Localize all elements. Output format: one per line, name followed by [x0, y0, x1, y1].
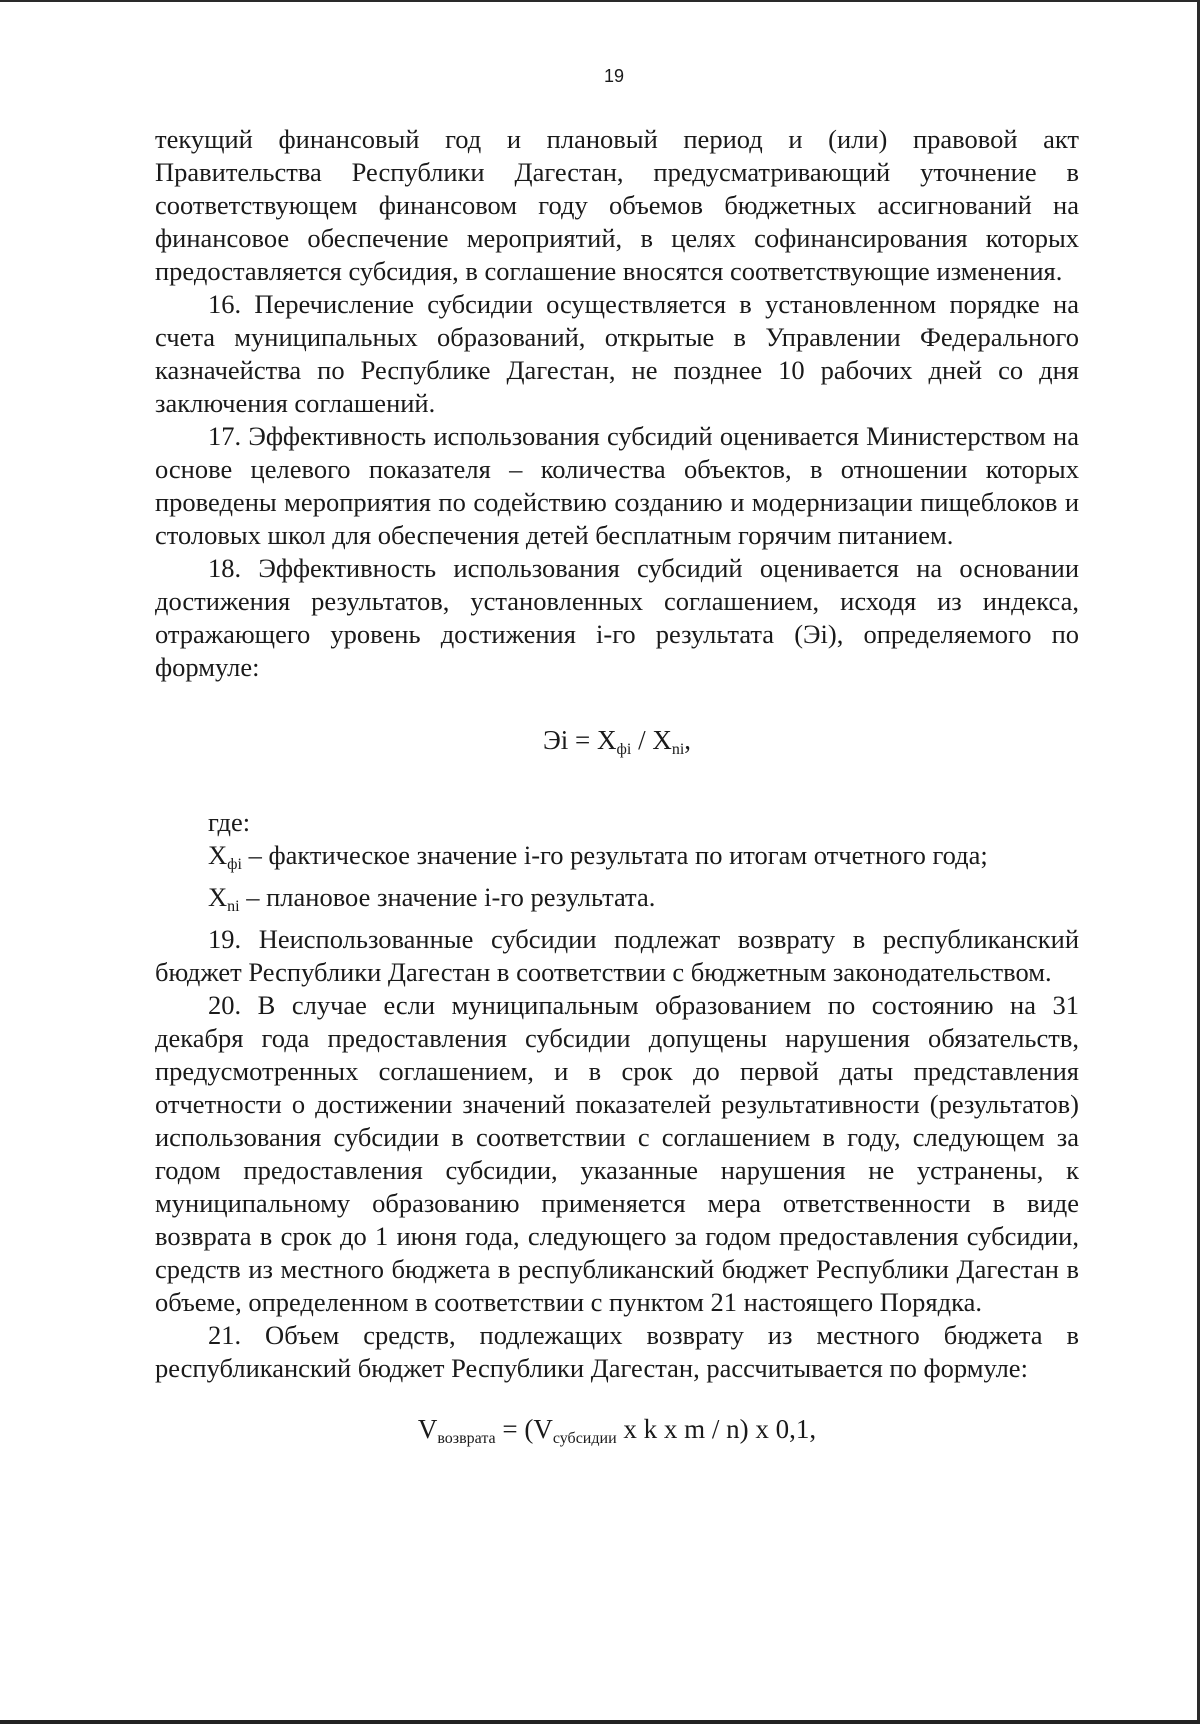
paragraph-continuation: текущий финансовый год и плановый период и (или) правовой акт Правительства Республики Дагестан, предусматривающий уточнение в соответствующем финансовом году объемов бюджетных ассигнований на финансовое обеспечение мероприятий, в целях софинансирования которых предоставляется субсидия, в соглашение вносятся соответствующие изменения. — [155, 124, 1079, 286]
document-body — [155, 123, 1079, 1455]
paragraph-20: 20. В случае если муниципальным образованием по состоянию на 31 декабря года предоставления субсидии допущены нарушения обязательств, предусмотренных соглашением, и в срок до первой даты представления отчетности о достижении значений показателей результативности (результатов) использования субсидии в соответствии с соглашением в году, следующем за годом предоставления субсидии, указанные нарушения не устранены, к муниципальному образованию применяется мера ответственности в виде возврата в срок до 1 июня года, следующего за годом предоставления субсидии, средств из местного бюджета в республиканский бюджет Республики Дагестан в объеме, определенном в соответствии с пунктом 21 настоящего Порядка. — [155, 990, 1079, 1317]
formula-1-tail: , — [684, 725, 692, 755]
def-2-sub: ni — [227, 898, 240, 915]
def-2-var: Х — [208, 882, 228, 912]
formula-2-v: V — [417, 1414, 438, 1444]
formula-1-sub-fact: фi — [616, 741, 632, 758]
def-1-sub: фi — [227, 856, 242, 873]
formula-1-sub-plan: ni — [671, 741, 685, 758]
definition-planned-value — [155, 881, 1079, 923]
formula-1-lhs: Эi = Х — [542, 725, 617, 755]
scan-edge-bottom — [0, 1720, 1200, 1724]
where-label: где: — [208, 807, 251, 837]
formula-2-sub-subsidy: субсидии — [552, 1430, 617, 1447]
formula-2-tail: х k х m / n) х 0,1, — [616, 1414, 817, 1444]
formula-return-volume — [155, 1413, 1079, 1455]
paragraph-21: 21. Объем средств, подлежащих возврату из местного бюджета в республиканский бюджет Республики Дагестан, рассчитывается по формуле: — [155, 1320, 1079, 1383]
formula-efficiency-index — [155, 724, 1079, 766]
paragraph-19: 19. Неиспользованные субсидии подлежат возврату в республиканский бюджет Республики Дагестан в соответствии с бюджетным законодательством. — [155, 924, 1079, 987]
paragraph-16: 16. Перечисление субсидии осуществляется в установленном порядке на счета муниципальных образований, открытые в Управлении Федерального казначейства по Республике Дагестан, не позднее 10 рабочих дней со дня заключения соглашений. — [155, 289, 1079, 418]
formula-1-mid: / Х — [631, 725, 672, 755]
def-1-text: – фактическое значение i-го результата по итогам отчетного года; — [241, 840, 988, 870]
formula-2-sub-return: возврата — [437, 1430, 496, 1447]
paragraph-18: 18. Эффективность использования субсидий оценивается на основании достижения результатов, установленных соглашением, исходя из индекса, отражающего уровень достижения i-го результата (Эi), определяемого по формуле: — [155, 553, 1079, 682]
def-1-var: Х — [208, 840, 228, 870]
paragraph-17: 17. Эффективность использования субсидий оценивается Министерством на основе целевого показателя – количества объектов, в отношении которых проведены мероприятия по содействию созданию и модернизации пищеблоков и столовых школ для обеспечения детей бесплатным горячим питанием. — [155, 421, 1079, 550]
def-2-text: – плановое значение i-го результата. — [239, 882, 656, 912]
scan-edge-top — [0, 0, 1200, 10]
formula-2-eq: = (V — [495, 1414, 553, 1444]
page-number: 19 — [603, 66, 625, 86]
definition-actual-value — [155, 839, 1079, 881]
